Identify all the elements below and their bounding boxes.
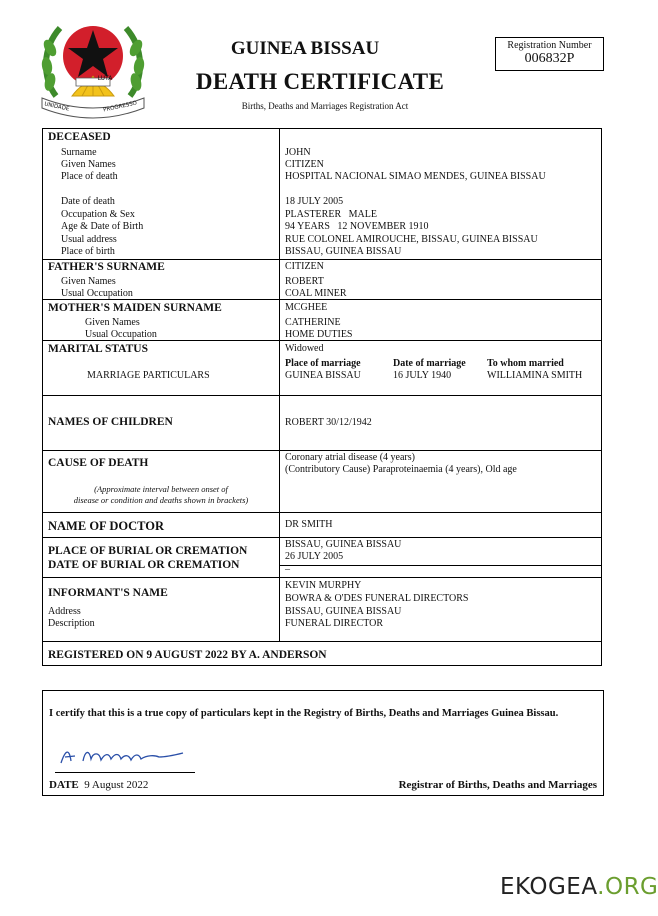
label-occupation-sex: Occupation & Sex	[61, 209, 135, 220]
label-given-names: Given Names	[61, 159, 116, 170]
father-given: ROBERT	[285, 276, 324, 287]
registration-number-box	[495, 37, 604, 71]
value-place-of-birth: BISSAU, GUINEA BISSAU	[285, 246, 402, 257]
cause-line1: Coronary atrial disease (4 years)	[285, 452, 415, 463]
value-usual-address: RUE COLONEL AMIROUCHE, BISSAU, GUINEA BISSAU	[285, 234, 538, 245]
marriage-particulars-label: MARRIAGE PARTICULARS	[87, 370, 210, 381]
registrar-title: Registrar of Births, Deaths and Marriages	[398, 779, 597, 791]
death-record-table	[42, 128, 602, 666]
marital-heading: MARITAL STATUS	[48, 343, 149, 355]
informant-name: KEVIN MURPHY	[285, 580, 362, 591]
label-date-of-death: Date of death	[61, 196, 115, 207]
marriage-date: 16 JULY 1940	[393, 370, 452, 381]
cause-heading: CAUSE OF DEATH	[48, 457, 149, 469]
mother-given-label: Given Names	[85, 317, 140, 328]
emblem-motto-progresso: PROGRESSO	[102, 100, 138, 114]
cause-note-line1: (Approximate interval between onset of	[94, 484, 228, 494]
value-given-names: CITIZEN	[285, 159, 324, 170]
row-divider	[43, 259, 601, 260]
cause-note-line2: disease or condition and deaths shown in brackets)	[73, 495, 249, 505]
row-divider	[43, 512, 601, 513]
emblem-motto-unidade: UNIDADE	[43, 101, 70, 113]
cause-line2: (Contributory Cause) Paraproteinaemia (4 years), Old age	[285, 464, 517, 475]
mother-given: CATHERINE	[285, 317, 341, 328]
label-age-dob: Age & Date of Birth	[61, 221, 144, 232]
mother-heading: MOTHER'S MAIDEN SURNAME	[48, 302, 222, 314]
label-surname: Surname	[61, 147, 97, 158]
mother-occupation: HOME DUTIES	[285, 329, 353, 340]
signature-line	[55, 772, 195, 773]
label-place-of-birth: Place of birth	[61, 246, 115, 257]
value-occupation-sex: PLASTERER MALE	[285, 209, 377, 220]
row-divider	[43, 537, 601, 538]
children-value: ROBERT 30/12/1942	[285, 417, 372, 428]
country-title: GUINEA BISSAU	[230, 38, 380, 59]
marital-status-value: Widowed	[285, 343, 324, 354]
value-surname: JOHN	[285, 147, 311, 158]
certification-date	[49, 779, 148, 791]
registrar-signature	[55, 741, 205, 771]
col-place-of-marriage: Place of marriage	[285, 358, 361, 369]
informant-description-label: Description	[48, 618, 95, 629]
mother-occupation-label: Usual Occupation	[85, 329, 157, 340]
emblem-motto-luta: LUTA	[97, 75, 113, 82]
children-heading: NAMES OF CHILDREN	[48, 416, 173, 428]
mother-surname: MCGHEE	[285, 302, 328, 313]
burial-date-heading: DATE OF BURIAL OR CREMATION	[48, 559, 240, 571]
informant-description: FUNERAL DIRECTOR	[285, 618, 384, 629]
registration-number-value: 006832P	[524, 51, 575, 66]
burial-place-heading: PLACE OF BURIAL OR CREMATION	[48, 545, 248, 557]
father-heading: FATHER'S SURNAME	[48, 261, 165, 273]
father-occupation-label: Usual Occupation	[61, 288, 133, 299]
father-occupation: COAL MINER	[285, 288, 347, 299]
informant-heading: INFORMANT'S NAME	[48, 587, 168, 599]
document-title: DEATH CERTIFICATE	[195, 69, 445, 94]
value-date-of-death: 18 JULY 2005	[285, 196, 344, 207]
row-divider	[43, 577, 601, 578]
date-label: DATE	[49, 779, 79, 791]
registration-act: Births, Deaths and Marriages Registration Act	[241, 101, 409, 111]
site-watermark	[500, 874, 658, 900]
burial-date-value: 26 JULY 2005	[285, 551, 344, 562]
marriage-place: GUINEA BISSAU	[285, 370, 361, 381]
informant-address2: BISSAU, GUINEA BISSAU	[285, 606, 402, 617]
value-age-dob: 94 YEARS 12 NOVEMBER 1910	[285, 221, 429, 232]
doctor-heading: NAME OF DOCTOR	[48, 519, 164, 533]
father-given-label: Given Names	[61, 276, 116, 287]
row-divider	[43, 395, 601, 396]
registered-statement: REGISTERED ON 9 AUGUST 2022 BY A. ANDERSON	[48, 649, 327, 661]
row-divider	[279, 565, 601, 566]
watermark-part1: EKOGEA	[500, 874, 598, 900]
col-date-of-marriage: Date of marriage	[393, 358, 466, 369]
informant-address1: BOWRA & O'DES FUNERAL DIRECTORS	[285, 593, 469, 604]
deceased-heading: DECEASED	[48, 131, 111, 143]
certification-text: I certify that this is a true copy of particulars kept in the Registry of Births, Deaths and Marriages Guinea Bissau.	[49, 708, 559, 719]
label-place-of-death: Place of death	[61, 171, 118, 182]
row-divider	[43, 450, 601, 451]
informant-address-label: Address	[48, 606, 81, 617]
row-divider	[43, 641, 601, 642]
certification-box	[42, 690, 604, 796]
date-value: 9 August 2022	[84, 779, 149, 791]
label-usual-address: Usual address	[61, 234, 117, 245]
marriage-spouse: WILLIAMINA SMITH	[487, 370, 583, 381]
burial-place-value: BISSAU, GUINEA BISSAU	[285, 539, 402, 550]
father-surname: CITIZEN	[285, 261, 324, 272]
registration-number-label: Registration Number	[507, 40, 592, 51]
burial-extra-value: –	[285, 564, 290, 575]
value-place-of-death: HOSPITAL NACIONAL SIMAO MENDES, GUINEA BISSAU	[285, 171, 546, 182]
col-to-whom-married: To whom married	[487, 358, 564, 369]
doctor-value: DR SMITH	[285, 519, 333, 530]
watermark-part2: .ORG	[597, 874, 658, 900]
